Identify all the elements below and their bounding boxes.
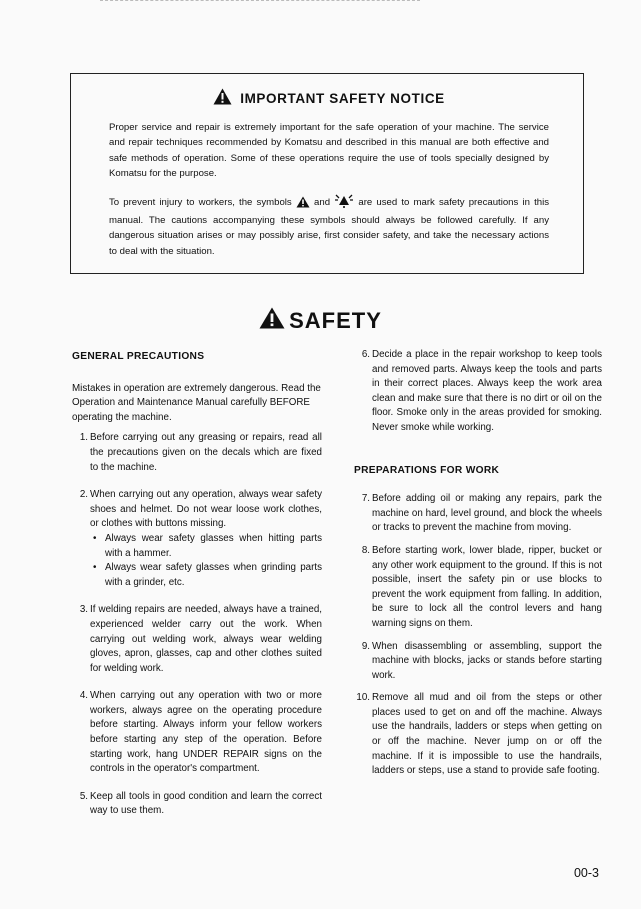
bullet-text: Always wear safety glasses when grinding parts with a grinder, etc.: [105, 562, 322, 588]
safety-heading-text: SAFETY: [289, 308, 382, 333]
preparation-item: [354, 640, 602, 684]
item-text: Before adding oil or making any repairs, park the machine on hard, level ground, and block the wheels or tracks to prevent the machine from moving.: [372, 493, 602, 534]
notice-title: [109, 88, 549, 108]
section-title-preparations: PREPARATIONS FOR WORK: [354, 464, 500, 476]
bullet-text: Always wear safety glasses when hitting parts with a hammer.: [105, 532, 322, 559]
precaution-item: [72, 689, 322, 777]
bullet-item: [90, 561, 322, 590]
item-text: Before starting work, lower blade, ripper, bucket or any other work equipment to the ground. If this is not possible, insert the safety pin or use blocks to prevent the work equipment from falling. In addition, be sure to lock all the control levers and hang warning signs on them.: [372, 544, 602, 629]
warning-triangle-icon: [296, 196, 310, 213]
safety-heading: [0, 307, 641, 335]
precaution-item: [72, 488, 322, 590]
item-number: 4.: [79, 690, 88, 702]
bullet-dot: •: [93, 532, 97, 544]
left-column: [72, 350, 322, 819]
right-column: [354, 348, 602, 779]
item-text: Remove all mud and oil from the steps or other places used to get on and off the machine. Always use the handrails, ladders or steps when getting on or off the machine. Never jump on or off the machine. If it is impossible to use the handrails, ladders or steps, use a stand to provide safe footing.: [372, 692, 602, 777]
preparation-item: [354, 691, 602, 779]
item-number: 1.: [79, 432, 88, 444]
item-number: 6.: [361, 349, 370, 360]
item-number: 5.: [79, 790, 88, 802]
general-precautions-intro: Mistakes in operation are extremely dangerous. Read the Operation and Maintenance Manual carefully BEFORE operating the machine.: [72, 382, 321, 423]
preparation-item: [354, 544, 602, 632]
section-title-general-precautions: GENERAL PRECAUTIONS: [72, 351, 205, 362]
danger-falling-object-icon: [334, 194, 354, 213]
notice-paragraph-2-and: and: [314, 196, 331, 208]
item-text: When carrying out any operation, always wear safety shoes and helmet. Do not wear loose work clothes, or clothes with buttons missing.: [90, 489, 322, 530]
item-text: If welding repairs are needed, always have a trained, experienced welder carry out the work. When carrying out welding work, always wear welding gloves, apron, glasses, cap and other clothes suited for welding work.: [90, 604, 322, 674]
item-text: When carrying out any operation with two or more workers, always agree on the operating procedure before starting. Always inform your fellow workers before starting any step of the operation. Before starting work, hang UNDER REPAIR signs on the controls in the operator's compartment.: [90, 690, 322, 775]
notice-title-text: IMPORTANT SAFETY NOTICE: [240, 90, 445, 106]
notice-paragraph-2-end: are used to mark safety precautions in this manual. The cautions accompanying these symbols should always be followed carefully. If any dangerous situation arises or may possibly arise, first consider safety, and take the necessary actions to deal with the situation.: [109, 196, 549, 257]
notice-paragraph-1: Proper service and repair is extremely important for the safe operation of your machine. The service and repair techniques recommended by Komatsu and described in this manual are both effective and safe methods of operation. Some of these operations require the use of tools specially designed by Komatsu for the purpose.: [109, 122, 549, 180]
bullet-dot: •: [93, 562, 97, 574]
precaution-item: [72, 790, 322, 819]
item-text: Before carrying out any greasing or repairs, read all the precautions given on the decals which are fixed to the machine.: [90, 432, 322, 473]
warning-triangle-icon: [259, 307, 285, 335]
notice-paragraph-2: [109, 194, 549, 260]
item-number: 7.: [361, 493, 370, 505]
precaution-item: [72, 431, 322, 475]
item-text: Keep all tools in good condition and learn the correct way to use them.: [90, 790, 322, 817]
precaution-item: [354, 348, 602, 436]
item-number: 3.: [79, 604, 88, 616]
item-number: 8.: [361, 544, 370, 556]
item-number: 9.: [361, 640, 370, 652]
item-number: 2.: [79, 489, 88, 501]
scan-artifact: [100, 0, 420, 5]
notice-paragraph-2-start: To prevent injury to workers, the symbols: [109, 196, 292, 208]
item-text: When disassembling or assembling, support the machine with blocks, jacks or stands before starting work.: [372, 640, 602, 681]
precaution-item: [72, 603, 322, 676]
bullet-item: [90, 532, 322, 561]
item-text: Decide a place in the repair workshop to keep tools and removed parts. Always keep the tools and parts in their correct places. Always keep the work area clean and make sure that there is no dirt or oil on the floor. Smoke only in the areas provided for smoking. Never smoke while working.: [372, 349, 602, 433]
preparation-item: [354, 492, 602, 536]
warning-triangle-icon: [213, 88, 232, 108]
page-number: 00-3: [573, 866, 599, 880]
safety-notice-box: [70, 73, 584, 274]
item-number: 10.: [356, 692, 370, 704]
